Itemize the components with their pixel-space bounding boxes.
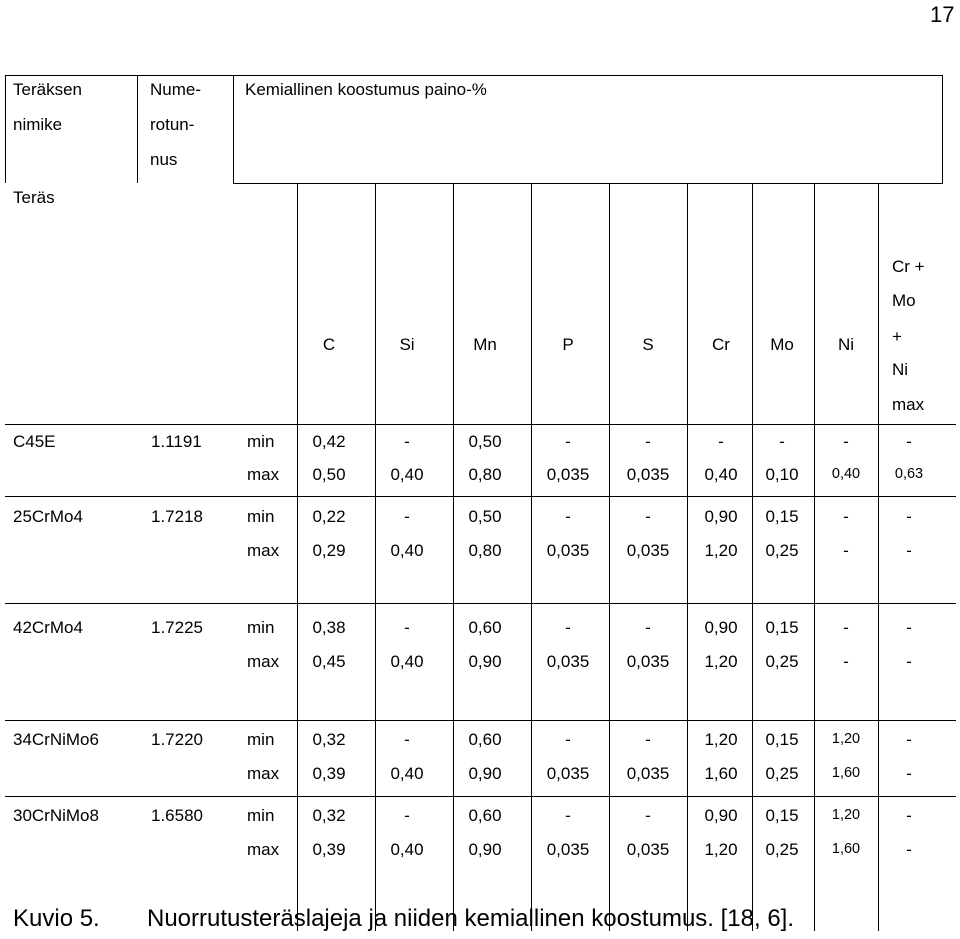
column-divider bbox=[375, 184, 376, 931]
element-header-p: P bbox=[562, 335, 574, 354]
cell-value: 0,035 bbox=[626, 652, 670, 671]
cell-value: 0,035 bbox=[626, 764, 670, 783]
column-divider bbox=[752, 184, 753, 931]
cell-value: 0,90 bbox=[704, 806, 738, 825]
row-bound-label: max bbox=[247, 465, 280, 484]
cell-value: 0,035 bbox=[626, 541, 670, 560]
row-divider bbox=[5, 424, 956, 425]
caption-label: Kuvio 5. bbox=[13, 905, 100, 932]
cell-value: - bbox=[645, 730, 651, 749]
cell-value: 0,80 bbox=[468, 465, 502, 484]
caption-text: Nuorrutusteräslajeja ja niiden kemiallinen koostumus. [18, 6]. bbox=[147, 905, 795, 932]
cell-value: - bbox=[906, 618, 912, 637]
cell-value: - bbox=[843, 618, 849, 637]
cell-value: 0,60 bbox=[468, 806, 502, 825]
cell-value: 1,20 bbox=[704, 840, 738, 859]
cell-value: 0,32 bbox=[312, 730, 346, 749]
cell-value: - bbox=[843, 507, 849, 526]
cell-value: 0,90 bbox=[704, 618, 738, 637]
cell-value: - bbox=[779, 432, 785, 451]
cell-value: 0,40 bbox=[390, 840, 424, 859]
steel-name: 34CrNiMo6 bbox=[13, 730, 99, 749]
row-divider bbox=[5, 720, 956, 721]
cell-value: 0,40 bbox=[704, 465, 738, 484]
cell-value: - bbox=[906, 507, 912, 526]
cell-value: 1,60 bbox=[831, 765, 861, 781]
last-column-header-line: Cr + bbox=[892, 257, 925, 276]
element-header-mn: Mn bbox=[473, 335, 497, 354]
column-divider bbox=[453, 184, 454, 931]
cell-value: 0,15 bbox=[765, 507, 799, 526]
header-composition-title: Kemiallinen koostumus paino-% bbox=[245, 80, 487, 99]
column-divider bbox=[687, 184, 688, 931]
header-top-border bbox=[5, 75, 943, 76]
cell-value: 0,40 bbox=[390, 652, 424, 671]
steel-number: 1.7220 bbox=[151, 730, 203, 749]
cell-value: 0,42 bbox=[312, 432, 346, 451]
cell-value: - bbox=[843, 541, 849, 560]
cell-value: 1,20 bbox=[831, 807, 861, 823]
row-bound-label: min bbox=[247, 618, 275, 637]
cell-value: - bbox=[906, 840, 912, 859]
cell-value: 1,60 bbox=[704, 764, 738, 783]
cell-value: - bbox=[906, 764, 912, 783]
cell-value: 0,38 bbox=[312, 618, 346, 637]
element-header-cr: Cr bbox=[712, 335, 730, 354]
steel-name: 30CrNiMo8 bbox=[13, 806, 99, 825]
cell-value: 0,32 bbox=[312, 806, 346, 825]
cell-value: 0,90 bbox=[704, 507, 738, 526]
cell-value: 0,80 bbox=[468, 541, 502, 560]
cell-value: 0,39 bbox=[312, 840, 346, 859]
cell-value: - bbox=[906, 730, 912, 749]
cell-value: 0,22 bbox=[312, 507, 346, 526]
element-header-mo: Mo bbox=[770, 335, 794, 354]
element-header-ni: Ni bbox=[837, 335, 855, 354]
row-bound-label: max bbox=[247, 541, 280, 560]
cell-value: 0,15 bbox=[765, 730, 799, 749]
cell-value: 1,20 bbox=[831, 731, 861, 747]
cell-value: 0,035 bbox=[546, 764, 590, 783]
cell-value: 0,40 bbox=[390, 764, 424, 783]
cell-value: 0,25 bbox=[765, 652, 799, 671]
cell-value: - bbox=[843, 432, 849, 451]
header-divider-1 bbox=[137, 75, 138, 183]
cell-value: - bbox=[565, 507, 571, 526]
header-divider-2 bbox=[233, 75, 234, 183]
cell-value: 0,035 bbox=[626, 465, 670, 484]
last-column-header-line: + bbox=[892, 327, 902, 346]
cell-value: - bbox=[906, 652, 912, 671]
cell-value: 0,10 bbox=[765, 465, 799, 484]
cell-value: 0,25 bbox=[765, 541, 799, 560]
header-number-line3: nus bbox=[150, 150, 178, 169]
figure-caption bbox=[13, 905, 795, 932]
steel-number: 1.1191 bbox=[151, 432, 202, 451]
column-divider bbox=[878, 184, 879, 931]
steel-name: C45E bbox=[13, 432, 56, 451]
cell-value: 0,40 bbox=[390, 541, 424, 560]
cell-value: 0,15 bbox=[765, 806, 799, 825]
cell-value: - bbox=[906, 432, 912, 451]
element-header-s: S bbox=[642, 335, 654, 354]
header-number-line2: rotun- bbox=[150, 115, 195, 134]
steel-name: 42CrMo4 bbox=[13, 618, 83, 637]
row-bound-label: min bbox=[247, 432, 275, 451]
cell-value: 0,40 bbox=[831, 466, 861, 482]
cell-value: - bbox=[645, 507, 651, 526]
cell-value: - bbox=[645, 618, 651, 637]
cell-value: - bbox=[404, 432, 410, 451]
steel-number: 1.6580 bbox=[151, 806, 203, 825]
cell-value: 0,50 bbox=[468, 507, 502, 526]
cell-value: 0,90 bbox=[468, 652, 502, 671]
row-divider bbox=[5, 603, 956, 604]
cell-value: - bbox=[404, 730, 410, 749]
cell-value: 0,90 bbox=[468, 764, 502, 783]
cell-value: 0,45 bbox=[312, 652, 346, 671]
cell-value: - bbox=[906, 541, 912, 560]
column-divider bbox=[531, 184, 532, 931]
cell-value: 0,40 bbox=[390, 465, 424, 484]
cell-value: - bbox=[565, 618, 571, 637]
cell-value: 1,20 bbox=[704, 652, 738, 671]
column-divider bbox=[297, 184, 298, 931]
cell-value: 0,15 bbox=[765, 618, 799, 637]
cell-value: 1,60 bbox=[831, 841, 861, 857]
header-steel-name-line2: nimike bbox=[13, 115, 63, 134]
header-left-border bbox=[5, 75, 6, 183]
steel-number: 1.7218 bbox=[151, 507, 203, 526]
cell-value: 1,20 bbox=[704, 730, 738, 749]
cell-value: - bbox=[565, 806, 571, 825]
header-number-line1: Nume- bbox=[150, 80, 202, 99]
cell-value: 0,50 bbox=[468, 432, 502, 451]
steel-name: 25CrMo4 bbox=[13, 507, 83, 526]
row-bound-label: min bbox=[247, 806, 275, 825]
cell-value: 0,25 bbox=[765, 764, 799, 783]
cell-value: 0,60 bbox=[468, 618, 502, 637]
steel-number: 1.7225 bbox=[151, 618, 203, 637]
cell-value: - bbox=[404, 507, 410, 526]
cell-value: 0,29 bbox=[312, 541, 346, 560]
cell-value: - bbox=[404, 806, 410, 825]
cell-value: 0,39 bbox=[312, 764, 346, 783]
cell-value: 0,035 bbox=[546, 652, 590, 671]
header-steel-name-line1: Teräksen bbox=[13, 80, 82, 99]
row-divider bbox=[5, 796, 956, 797]
cell-value: - bbox=[565, 730, 571, 749]
cell-value: - bbox=[906, 806, 912, 825]
row-bound-label: max bbox=[247, 840, 280, 859]
cell-value: - bbox=[718, 432, 724, 451]
column-divider bbox=[814, 184, 815, 931]
cell-value: 0,035 bbox=[546, 840, 590, 859]
cell-value: 0,035 bbox=[546, 465, 590, 484]
element-header-si: Si bbox=[399, 335, 415, 354]
header-bottom-border bbox=[233, 183, 943, 184]
last-column-header-line: Ni bbox=[892, 360, 909, 379]
cell-value: 0,035 bbox=[626, 840, 670, 859]
header-steel-label: Teräs bbox=[13, 188, 55, 207]
page-number: 17 bbox=[930, 2, 955, 27]
cell-value: 0,50 bbox=[312, 465, 346, 484]
cell-value: 0,035 bbox=[546, 541, 590, 560]
cell-value: 1,20 bbox=[704, 541, 738, 560]
cell-value: - bbox=[645, 806, 651, 825]
cell-value: - bbox=[404, 618, 410, 637]
row-bound-label: max bbox=[247, 764, 280, 783]
row-divider bbox=[5, 496, 956, 497]
cell-value: 0,90 bbox=[468, 840, 502, 859]
cell-value: 0,25 bbox=[765, 840, 799, 859]
row-bound-label: min bbox=[247, 507, 275, 526]
row-bound-label: min bbox=[247, 730, 275, 749]
column-divider bbox=[609, 184, 610, 931]
cell-value: - bbox=[843, 652, 849, 671]
cell-value: - bbox=[645, 432, 651, 451]
last-column-header-line: max bbox=[892, 395, 925, 414]
cell-value: 0,60 bbox=[468, 730, 502, 749]
row-bound-label: max bbox=[247, 652, 280, 671]
last-column-header-line: Mo bbox=[892, 291, 916, 310]
element-header-c: C bbox=[322, 335, 336, 354]
cell-value: - bbox=[565, 432, 571, 451]
cell-value: 0,63 bbox=[894, 466, 924, 482]
header-right-border bbox=[942, 75, 943, 183]
